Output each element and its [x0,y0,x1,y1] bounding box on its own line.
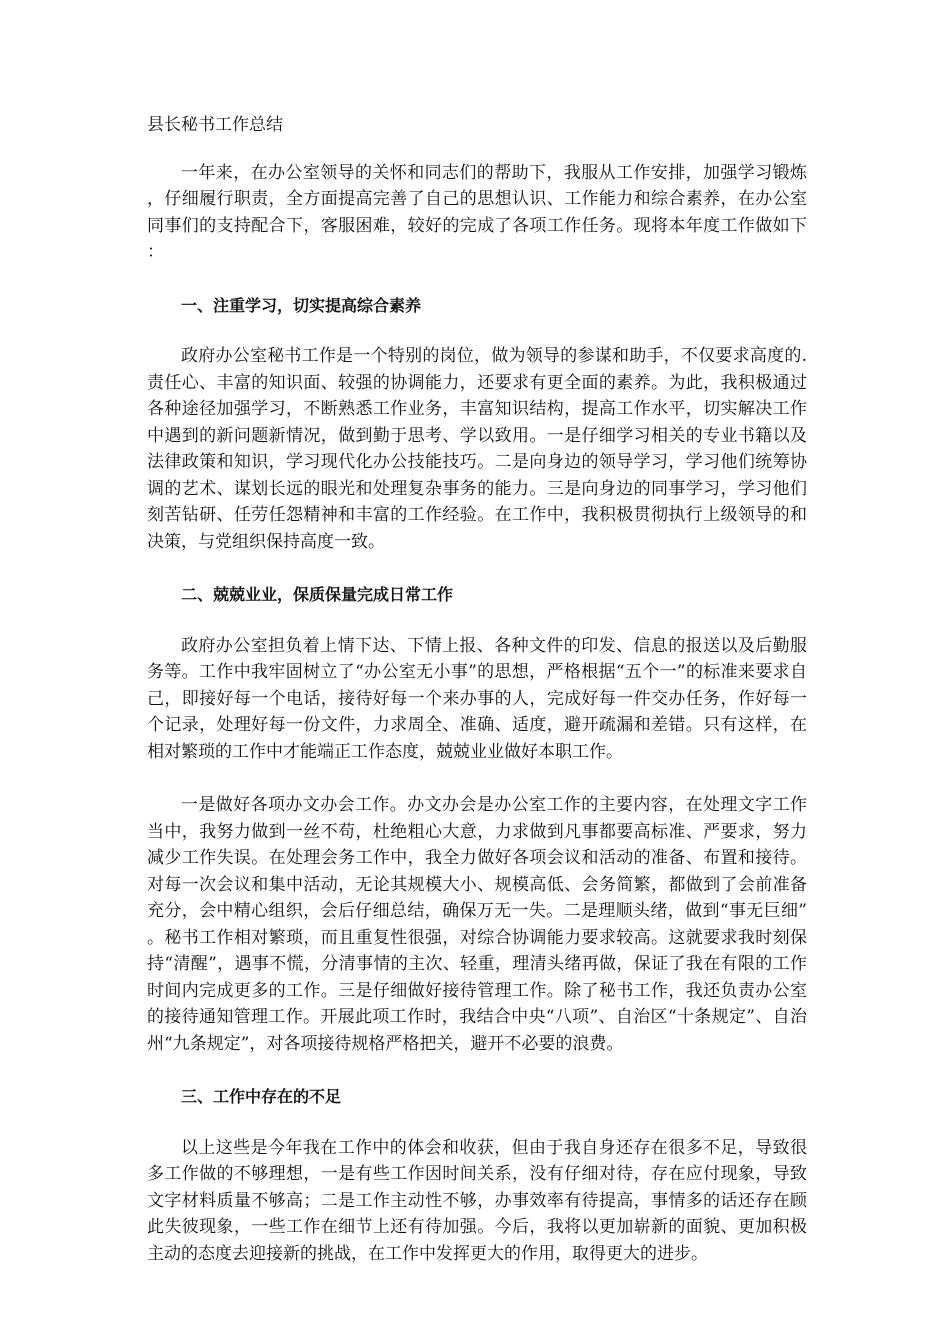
document-title: 县长秘书工作总结 [147,115,283,135]
section-1-paragraph-1: 政府办公室秘书工作是一个特别的岗位，做为领导的参谋和助手，不仅要求高度的. 责任心、丰富的知识面、较强的协调能力，还要求有更全面的素养。为此，我积极通过各种途径加强学习，不断熟悉工作业务，丰富知识结构，提高工作水平，切实解决工作中遇到的新问题新情况，做到勤于思考、学以致用。一是仔细学习相关的专业书籍以及法律政策和知识，学习现代化办公技能技巧。二是向身边的领导学习，学习他们统筹协调的艺术、谋划长远的眼光和处理复杂事务的能力。三是向身边的同事学习，学习他们刻苦钻研、任劳任怨精神和丰富的工作经验。在工作中，我积极贯彻执行上级领导的和决策，与党组织保持高度一致。 [147,346,807,552]
section-heading-3: 三、工作中存在的不足 [181,1087,342,1106]
section-2-paragraph-1: 政府办公室担负着上情下达、下情上报、各种文件的印发、信息的报送以及后勤服务等。工作中我牢固树立了“办公室无小事”的思想，严格根据“五个一”的标准来要求自己，即接好每一个电话，接待好每一个来办事的人，完成好每一件交办任务，作好每一个记录，处理好每一份文件，力求周全、准确、适度，避开疏漏和差错。只有这样，在相对繁琐的工作中才能端正工作态度，兢兢业业做好本职工作。 [147,635,807,762]
intro-paragraph: 一年来，在办公室领导的关怀和同志们的帮助下，我服从工作安排，加强学习锻炼，仔细履行职责，全方面提高完善了自己的思想认识、工作能力和综合素养，在办公室同事们的支持配合下，客服困难，较好的完成了各项工作任务。现将本年度工作做如下： [147,162,807,262]
section-heading-2: 二、兢兢业业，保质保量完成日常工作 [181,585,454,604]
document-body [147,112,807,1294]
section-heading-1: 一、注重学习，切实提高综合素养 [181,295,422,315]
section-2-paragraph-2: 一是做好各项办文办会工作。办文办会是办公室工作的主要内容，在处理文字工作当中，我努力做到一丝不苟，杜绝粗心大意，力求做到凡事都要高标准、严要求，努力减少工作失误。在处理会务工作中，我全力做好各项会议和活动的准备、布置和接待。对每一次会议和集中活动，无论其规模大小、规模高低、会务简繁，都做到了会前准备充分，会中精心组织，会后仔细总结，确保万无一失。二是理顺头绪，做到“事无巨细”。秘书工作相对繁琐，而且重复性很强，对综合协调能力要求较高。这就要求我时刻保持“清醒”，遇事不慌，分清事情的主次、轻重，理清头绪再做，保证了我在有限的工作时间内完成更多的工作。三是仔细做好接待管理工作。除了秘书工作，我还负责办公室的接待通知管理工作。开展此项工作时，我结合中央“八项”、自治区“十条规定”、自治州“九条规定”，对各项接待规格严格把关，避开不必要的浪费。 [147,795,807,1054]
section-3-paragraph-1: 以上这些是今年我在工作中的体会和收获，但由于我自身还存在很多不足，导致很多工作做的不够理想，一是有些工作因时间关系，没有仔细对待，存在应付现象，导致文字材料质量不够高；二是工作主动性不够，办事效率有待提高，事情多的话还存在顾此失彼现象，一些工作在细节上还有待加强。今后，我将以更加崭新的面貌、更加积极主动的态度去迎接新的挑战，在工作中发挥更大的作用，取得更大的进步。 [147,1137,807,1264]
